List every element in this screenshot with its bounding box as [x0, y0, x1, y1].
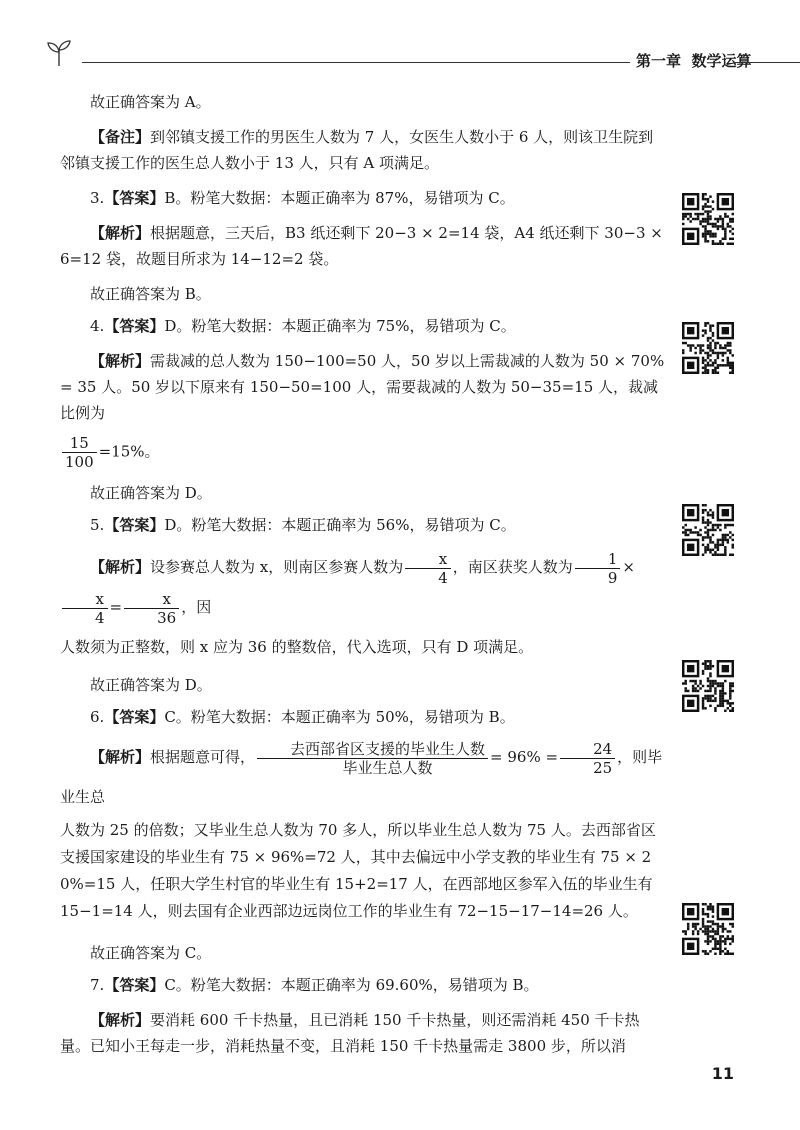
q5-fraction-4 [124, 590, 179, 627]
q6-equals-sign: = 96% = [490, 748, 559, 766]
q5-fraction-2 [575, 550, 621, 587]
note-tag: 【备注】 [90, 128, 151, 146]
q3-analysis-text: 根据题意，三天后，B3 纸还剩下 20−3 × 2=14 袋，A4 纸还剩下 30−3 × 6=12 袋，故题目所求为 14−12=2 袋。 [60, 224, 663, 268]
qr-code-icon[interactable] [682, 660, 734, 712]
sprout-icon [46, 38, 72, 68]
q3-tag: 【答案】 [104, 189, 165, 207]
page-header [40, 38, 760, 72]
q6-fraction-2-num: 24 [560, 740, 615, 759]
answer-text: 故正确答案为 A。 [90, 93, 211, 111]
q5-conclusion-text: 故正确答案为 D。 [90, 676, 212, 694]
q4-analysis [60, 348, 665, 426]
q7-answer [60, 975, 665, 995]
q3-analysis-tag: 【解析】 [90, 224, 151, 242]
q4-ratio [60, 434, 665, 471]
q3-analysis [60, 220, 665, 272]
q3-conclusion-text: 故正确答案为 B。 [90, 285, 211, 303]
chapter-name: 数学运算 [691, 52, 752, 70]
q5-analysis-text-c: ，因 [181, 598, 212, 616]
q5-analysis-tag: 【解析】 [90, 558, 151, 576]
q4-tag: 【答案】 [104, 317, 165, 335]
q5-analysis-text-b: ，南区获奖人数为 [452, 558, 573, 576]
q4-fraction-denominator: 100 [65, 453, 94, 471]
note-paragraph [60, 124, 665, 176]
q4-text: D。粉笔大数据：本题正确率为 75%，易错项为 C。 [164, 317, 516, 335]
qr-code-icon[interactable] [682, 322, 734, 374]
q3-conclusion [60, 284, 665, 304]
q4-fraction-numerator: 15 [62, 434, 97, 453]
q5-conclusion [60, 675, 665, 695]
qr-code-icon[interactable] [682, 903, 734, 955]
q3-answer [60, 188, 665, 208]
q5-fraction-3-num: x [62, 590, 108, 609]
q5-fraction-3 [62, 590, 108, 627]
q6-fraction-1 [257, 740, 488, 777]
q6-conclusion-text: 故正确答案为 C。 [90, 944, 212, 962]
q3-number: 3. [90, 189, 105, 207]
q5-fraction-2-num: 1 [575, 550, 621, 569]
q6-number: 6. [90, 708, 105, 726]
q7-number: 7. [90, 976, 105, 994]
q5-fraction-2-den: 9 [607, 568, 618, 587]
q5-analysis [60, 547, 665, 667]
q5-text: D。粉笔大数据：本题正确率为 56%，易错项为 C。 [164, 516, 516, 534]
q5-fraction-1-den: 4 [438, 568, 448, 587]
chapter-title [636, 50, 751, 71]
q6-fraction-1-num: 去西部省区支援的毕业生人数 [257, 740, 488, 759]
q5-times-sign: × [622, 558, 635, 576]
note-text: 到邻镇支援工作的男医生人数为 7 人，女医生人数小于 6 人，则该卫生院到邻镇支援工作的医生总人数小于 13 人，只有 A 项满足。 [60, 128, 654, 172]
q5-answer [60, 515, 665, 535]
q5-fraction-4-num: x [124, 590, 179, 609]
q6-analysis-text-b: ，则毕业生总 [60, 748, 663, 806]
q5-tag: 【答案】 [104, 516, 165, 534]
q6-text: C。粉笔大数据：本题正确率为 50%，易错项为 B。 [164, 708, 515, 726]
q5-analysis-text-d: 人数须为正整数，则 x 应为 36 的整数倍，代入选项，只有 D 项满足。 [60, 638, 534, 656]
q5-number: 5. [90, 516, 105, 534]
q6-analysis-text-a: 根据题意可得， [150, 748, 256, 766]
q5-analysis-text-a: 设参赛总人数为 x，则南区参赛人数为 [150, 558, 404, 576]
q5-fraction-1-num: x [405, 550, 451, 569]
q7-tag: 【答案】 [104, 976, 165, 994]
header-rule-right [734, 62, 800, 63]
q6-answer [60, 707, 665, 727]
q5-fraction-4-den: 36 [157, 608, 177, 627]
q4-analysis-tag: 【解析】 [90, 352, 151, 370]
chapter-number: 第一章 [636, 52, 682, 70]
q5-fraction-1 [405, 550, 451, 587]
q7-text: C。粉笔大数据：本题正确率为 69.60%，易错项为 B。 [164, 976, 539, 994]
answer-line [60, 92, 665, 112]
q6-fraction-1-den: 毕业生总人数 [342, 758, 433, 777]
page-number: 11 [711, 1064, 734, 1083]
q6-fraction-2-den: 25 [593, 758, 613, 777]
qr-code-icon[interactable] [682, 193, 734, 245]
q4-number: 4. [90, 317, 105, 335]
q6-analysis-tag: 【解析】 [90, 748, 151, 766]
q6-fraction-2 [560, 740, 615, 777]
q7-analysis-tag: 【解析】 [90, 1011, 151, 1029]
q6-analysis-text-c: 人数为 25 的倍数；又毕业生总人数为 70 多人，所以毕业生总人数为 75 人。去西部省区支援国家建设的毕业生有 75 × 96%=72 人，其中去偏远中小学支教的毕业生有 75 × 20%=15 人，任职大学生村官的毕业生有 15+2=17 人，在西部地区参军入伍的毕业生有 15−1=14 人，则去国有企业西部边远岗位工作的毕业生有 72−15−17−14=26 人。 [60, 821, 656, 920]
page-body [60, 92, 665, 1059]
header-rule-left [82, 62, 630, 63]
q3-text: B。粉笔大数据：本题正确率为 87%，易错项为 C。 [164, 189, 515, 207]
q6-analysis [60, 737, 665, 931]
q4-ratio-result: =15%。 [98, 442, 160, 461]
q7-analysis-text: 要消耗 600 千卡热量，且已消耗 150 千卡热量，则还需消耗 450 千卡热量。已知小王每走一步，消耗热量不变，且消耗 150 千卡热量需走 3800 步，所以消 [60, 1011, 640, 1055]
q5-equals-sign: = [109, 598, 123, 616]
q4-conclusion-text: 故正确答案为 D。 [90, 484, 212, 502]
q4-conclusion [60, 483, 665, 503]
q6-tag: 【答案】 [104, 708, 165, 726]
q4-fraction [62, 434, 97, 471]
q7-analysis [60, 1007, 665, 1059]
qr-code-icon[interactable] [682, 504, 734, 556]
q4-analysis-text: 需裁减的总人数为 150−100=50 人，50 岁以上需裁减的人数为 50 × 70%= 35 人。50 岁以下原来有 150−50=100 人，需要裁减的人数为 50−35=15 人，裁减比例为 [60, 352, 665, 422]
q6-conclusion [60, 943, 665, 963]
q4-answer [60, 316, 665, 336]
q5-fraction-3-den: 4 [95, 608, 105, 627]
